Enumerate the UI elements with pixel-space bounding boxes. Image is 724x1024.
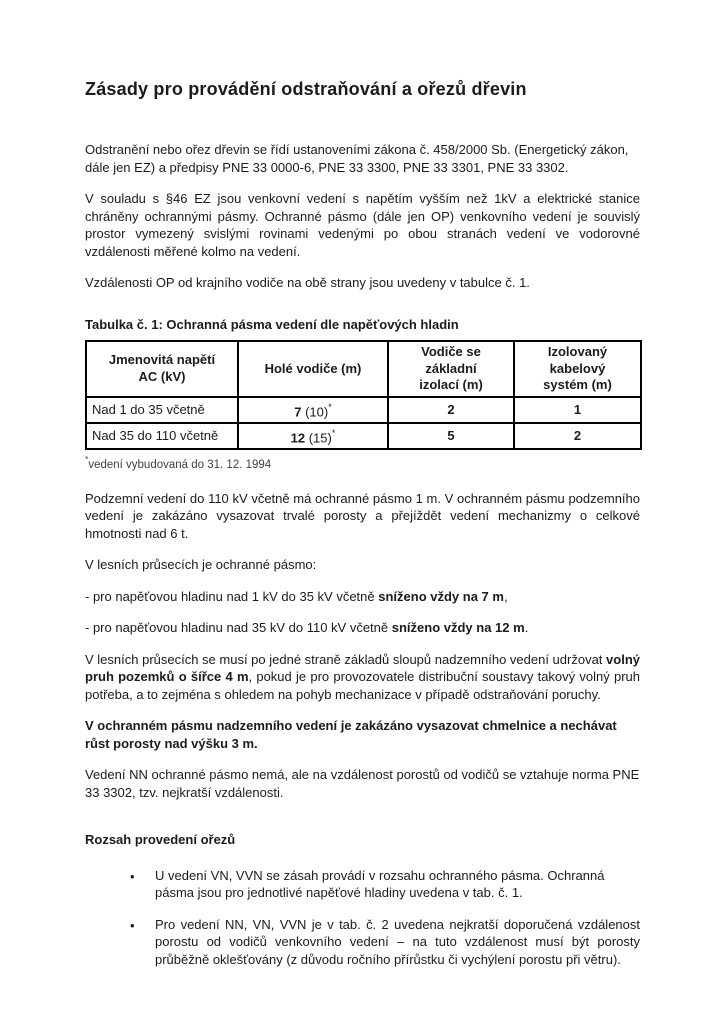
cell-voltage-range: Nad 35 do 110 včetně (86, 423, 238, 449)
footnote-marker: * (85, 454, 89, 465)
table-row (86, 397, 641, 423)
table1-header-row (86, 341, 641, 397)
paragraph-hop-fields-prohibition: V ochranném pásmu nadzemního vedení je zakázáno vysazovat chmelnice a nechávat růst porosty nad výšku 3 m. (85, 718, 617, 751)
bullet-icon: • (130, 917, 135, 933)
table1-footnote: *vedení vybudovaná do 31. 12. 1994 (85, 454, 272, 471)
paragraph-free-strip: V lesních průsecích se musí po jedné straně základů sloupů nadzemního vedení udržovat volný pruh pozemků o šířce 4 m, pokud je pro provozovatele distribuční soustavy takový volný pruh potřeba, a to zejména s ohledem na pohyb mechanizace v případě odstraňování poruchy. (85, 651, 641, 702)
table1-protective-zones (85, 340, 642, 450)
table1-header-bare-conductors: Holé vodiče (m) (238, 341, 388, 397)
section-heading-pruning-scope: Rozsah provedení ořezů (85, 832, 236, 848)
paragraph-protective-zone-definition: V souladu s §46 EZ jsou venkovní vedení s napětím vyšším než 1kV a elektrické stanice chráněny ochrannými pásmy. Ochranné pásmo (dále jen OP) venkovního vedení je souvislý prostor vymezený svislými rovinami vedenými po obou stranách vedení ve vodorovné vzdálenosti měřené kolmo na vedení. (85, 191, 640, 259)
cell-insulated-value: 2 (388, 397, 514, 423)
line-forest-reduction-110kv: - pro napěťovou hladinu nad 35 kV do 110 kV včetně sníženo vždy na 12 m. (85, 620, 529, 636)
pruning-scope-list (85, 867, 640, 969)
table1-header-basic-insulation: Vodiče se základní izolací (m) (388, 341, 514, 397)
list-item: • Pro vedení NN, VN, VVN je v tab. č. 2 uvedena nejkratší doporučená vzdálenost porostu od vodičů venkovního vedení – na tuto vzdálenost musí být porosty průběžně oklešťovány (z důvodu ročního přírůstku či vychýlení porostu při větru). (130, 916, 640, 967)
bullet-icon: • (130, 868, 135, 884)
table1-header-insulated-cable: Izolovaný kabelový systém (m) (514, 341, 641, 397)
paragraph-nn-norm: Vedení NN ochranné pásmo nemá, ale na vzdálenost porostů od vodičů se vztahuje norma PNE 33 3302, tzv. nejkratší vzdálenosti. (85, 767, 640, 800)
cell-cable-value: 2 (514, 423, 641, 449)
cell-cable-value: 1 (514, 397, 641, 423)
cell-bare-conductors-value: 7 (10)* (238, 397, 388, 423)
cell-insulated-value: 5 (388, 423, 514, 449)
cell-bare-conductors-value: 12 (15)* (238, 423, 388, 449)
paragraph-law-reference: Odstranění nebo ořez dřevin se řídí ustanoveními zákona č. 458/2000 Sb. (Energetický zákon, dále jen EZ) a předpisy PNE 33 0000-6, PNE 33 3300, PNE 33 3301, PNE 33 3302. (85, 142, 629, 175)
line-forest-reduction-35kv: - pro napěťovou hladinu nad 1 kV do 35 kV včetně sníženo vždy na 7 m, (85, 588, 508, 604)
footnote-marker: * (331, 427, 336, 438)
table1-header-nominal-voltage: Jmenovitá napětí AC (kV) (86, 341, 238, 397)
footnote-marker: * (328, 401, 332, 412)
table-row (86, 423, 641, 449)
paragraph-forest-clearings-intro: V lesních průsecích je ochranné pásmo: (85, 557, 317, 573)
table1-caption: Tabulka č. 1: Ochranná pásma vedení dle napěťových hladin (85, 316, 459, 332)
cell-voltage-range: Nad 1 do 35 včetně (86, 397, 238, 423)
list-item: • U vedení VN, VVN se zásah provádí v rozsahu ochranného pásma. Ochranná pásma jsou pro jednotlivé napěťové hladiny uvedena v tab. č. 1. (130, 867, 605, 901)
page-title: Zásady pro provádění odstraňování a ořezů dřevin (85, 79, 527, 99)
paragraph-underground-lines: Podzemní vedení do 110 kV včetně má ochranné pásmo 1 m. V ochranném pásmu podzemního vedení je zakázáno vysazovat trvalé porosty a přejíždět vedení mechanizmy o celkové hmotnosti nad 6 t. (85, 490, 640, 541)
paragraph-distances-note: Vzdálenosti OP od krajního vodiče na obě strany jsou uvedeny v tabulce č. 1. (85, 275, 530, 290)
